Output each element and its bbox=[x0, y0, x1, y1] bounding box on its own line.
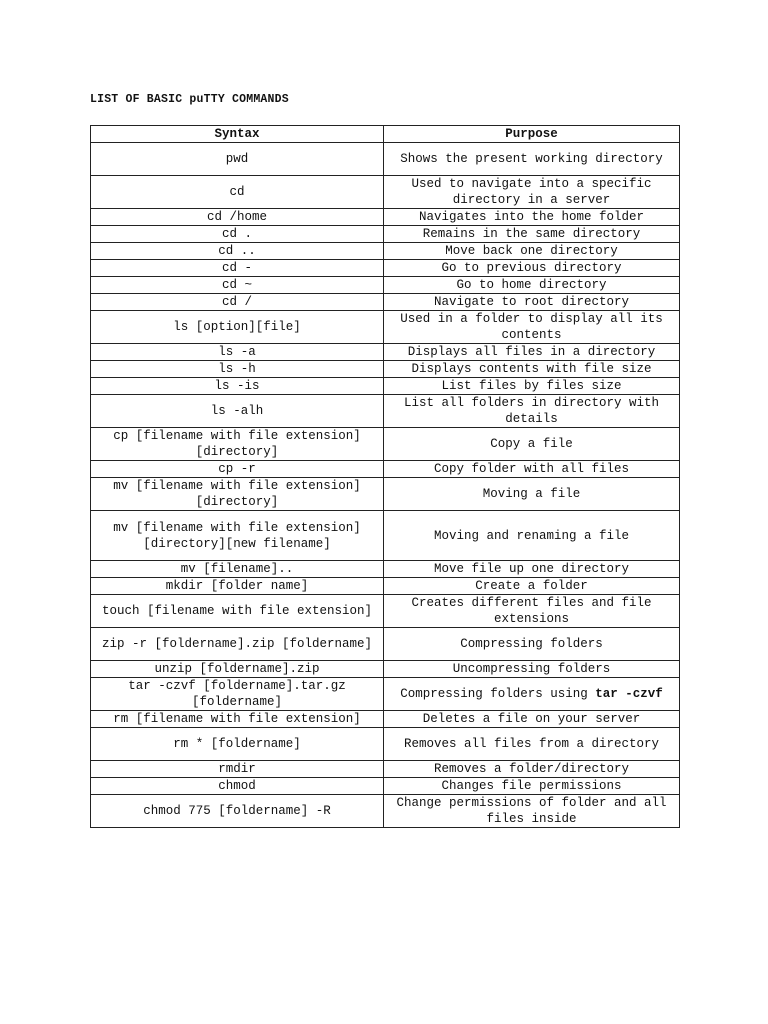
purpose-cell bbox=[384, 511, 680, 561]
table-row bbox=[91, 795, 680, 828]
table-row bbox=[91, 661, 680, 678]
purpose-cell bbox=[384, 176, 680, 209]
table-row bbox=[91, 578, 680, 595]
purpose-cell bbox=[384, 260, 680, 277]
purpose-text: Moving a file bbox=[482, 487, 581, 501]
purpose-command-bold: tar -czvf bbox=[595, 687, 663, 701]
syntax-cell: mv [filename with file extension][directory] bbox=[91, 478, 384, 511]
purpose-column-header: Purpose bbox=[384, 126, 680, 143]
purpose-cell bbox=[384, 277, 680, 294]
purpose-text: Go to previous directory bbox=[441, 261, 622, 275]
page-title: LIST OF BASIC puTTY COMMANDS bbox=[90, 93, 289, 106]
purpose-text: Navigates into the home folder bbox=[418, 210, 645, 224]
commands-table bbox=[90, 125, 680, 828]
table-row bbox=[91, 511, 680, 561]
table-row bbox=[91, 361, 680, 378]
purpose-text: Create a folder bbox=[475, 579, 588, 593]
table-row bbox=[91, 378, 680, 395]
syntax-cell: chmod bbox=[91, 778, 384, 795]
syntax-cell: pwd bbox=[91, 143, 384, 176]
purpose-text: Displays contents with file size bbox=[411, 362, 652, 376]
table-row bbox=[91, 711, 680, 728]
purpose-text: Go to home directory bbox=[456, 278, 607, 292]
syntax-cell: ls -a bbox=[91, 344, 384, 361]
purpose-text: Used in a folder to display all its contents bbox=[400, 312, 663, 342]
purpose-text: List files by files size bbox=[441, 379, 622, 393]
table-body bbox=[91, 143, 680, 828]
table-row bbox=[91, 595, 680, 628]
purpose-cell bbox=[384, 628, 680, 661]
table-row bbox=[91, 628, 680, 661]
table-row bbox=[91, 277, 680, 294]
purpose-cell bbox=[384, 678, 680, 711]
table-row bbox=[91, 143, 680, 176]
purpose-text: Uncompressing folders bbox=[452, 662, 611, 676]
table-row bbox=[91, 294, 680, 311]
purpose-cell bbox=[384, 461, 680, 478]
purpose-text: Copy a file bbox=[490, 437, 573, 451]
purpose-cell bbox=[384, 561, 680, 578]
purpose-text: Moving and renaming a file bbox=[433, 528, 630, 543]
table-row bbox=[91, 428, 680, 461]
syntax-cell: tar -czvf [foldername].tar.gz [foldername] bbox=[91, 678, 384, 711]
purpose-text: Changes file permissions bbox=[441, 779, 622, 793]
purpose-cell bbox=[384, 361, 680, 378]
purpose-cell bbox=[384, 478, 680, 511]
purpose-cell bbox=[384, 428, 680, 461]
purpose-text: Shows the present working directory bbox=[400, 152, 663, 166]
purpose-text: Compressing folders bbox=[460, 637, 603, 651]
syntax-cell: ls -is bbox=[91, 378, 384, 395]
purpose-text: Displays all files in a directory bbox=[407, 345, 656, 359]
syntax-cell: rmdir bbox=[91, 761, 384, 778]
purpose-text: Removes all files from a directory bbox=[403, 737, 660, 751]
purpose-text: Copy folder with all files bbox=[433, 462, 630, 476]
syntax-cell: cd /home bbox=[91, 209, 384, 226]
syntax-cell: rm * [foldername] bbox=[91, 728, 384, 761]
purpose-cell bbox=[384, 311, 680, 344]
purpose-text: Remains in the same directory bbox=[422, 227, 641, 241]
purpose-text: Creates different files and file extensions bbox=[411, 596, 652, 626]
purpose-cell bbox=[384, 143, 680, 176]
purpose-text: Used to navigate into a specific directory in a server bbox=[411, 177, 652, 207]
purpose-cell bbox=[384, 209, 680, 226]
purpose-cell bbox=[384, 761, 680, 778]
syntax-cell: cd . bbox=[91, 226, 384, 243]
syntax-cell: ls -alh bbox=[91, 395, 384, 428]
purpose-cell bbox=[384, 711, 680, 728]
purpose-text: Change permissions of folder and all files inside bbox=[396, 796, 667, 826]
purpose-cell bbox=[384, 661, 680, 678]
table-row bbox=[91, 678, 680, 711]
syntax-cell: cd .. bbox=[91, 243, 384, 260]
purpose-text: List all folders in directory with details bbox=[403, 396, 660, 426]
purpose-cell bbox=[384, 294, 680, 311]
syntax-cell: zip -r [foldername].zip [foldername] bbox=[91, 628, 384, 661]
purpose-text: Deletes a file on your server bbox=[422, 712, 641, 726]
syntax-cell: rm [filename with file extension] bbox=[91, 711, 384, 728]
purpose-text: Navigate to root directory bbox=[433, 295, 630, 309]
syntax-cell: unzip [foldername].zip bbox=[91, 661, 384, 678]
purpose-text: Move back one directory bbox=[445, 244, 618, 258]
syntax-cell: cp [filename with file extension][directory] bbox=[91, 428, 384, 461]
table-header-row bbox=[91, 126, 680, 143]
table-row bbox=[91, 243, 680, 260]
table-row bbox=[91, 344, 680, 361]
purpose-cell bbox=[384, 578, 680, 595]
table-row bbox=[91, 209, 680, 226]
purpose-cell bbox=[384, 778, 680, 795]
table-row bbox=[91, 478, 680, 511]
syntax-cell: mv [filename with file extension][directory][new filename] bbox=[91, 511, 384, 561]
purpose-text: Removes a folder/directory bbox=[433, 762, 630, 776]
purpose-cell bbox=[384, 226, 680, 243]
syntax-cell: mv [filename].. bbox=[91, 561, 384, 578]
syntax-cell: cd - bbox=[91, 260, 384, 277]
table-row bbox=[91, 260, 680, 277]
table-row bbox=[91, 778, 680, 795]
syntax-column-header: Syntax bbox=[91, 126, 384, 143]
purpose-text: Move file up one directory bbox=[433, 562, 630, 576]
syntax-cell: touch [filename with file extension] bbox=[91, 595, 384, 628]
table-row bbox=[91, 461, 680, 478]
table-row bbox=[91, 561, 680, 578]
syntax-cell: cp -r bbox=[91, 461, 384, 478]
purpose-cell bbox=[384, 595, 680, 628]
table-row bbox=[91, 226, 680, 243]
syntax-cell: ls [option][file] bbox=[91, 311, 384, 344]
syntax-cell: ls -h bbox=[91, 361, 384, 378]
table-row bbox=[91, 761, 680, 778]
table-row bbox=[91, 176, 680, 209]
syntax-cell: mkdir [folder name] bbox=[91, 578, 384, 595]
purpose-cell bbox=[384, 795, 680, 828]
purpose-cell bbox=[384, 395, 680, 428]
syntax-cell: cd ~ bbox=[91, 277, 384, 294]
table-row bbox=[91, 728, 680, 761]
purpose-text: Compressing folders using bbox=[400, 687, 596, 701]
syntax-cell: cd bbox=[91, 176, 384, 209]
purpose-cell bbox=[384, 344, 680, 361]
table-row bbox=[91, 311, 680, 344]
purpose-cell bbox=[384, 378, 680, 395]
syntax-cell: chmod 775 [foldername] -R bbox=[91, 795, 384, 828]
table-row bbox=[91, 395, 680, 428]
syntax-cell: cd / bbox=[91, 294, 384, 311]
purpose-cell bbox=[384, 728, 680, 761]
purpose-cell bbox=[384, 243, 680, 260]
